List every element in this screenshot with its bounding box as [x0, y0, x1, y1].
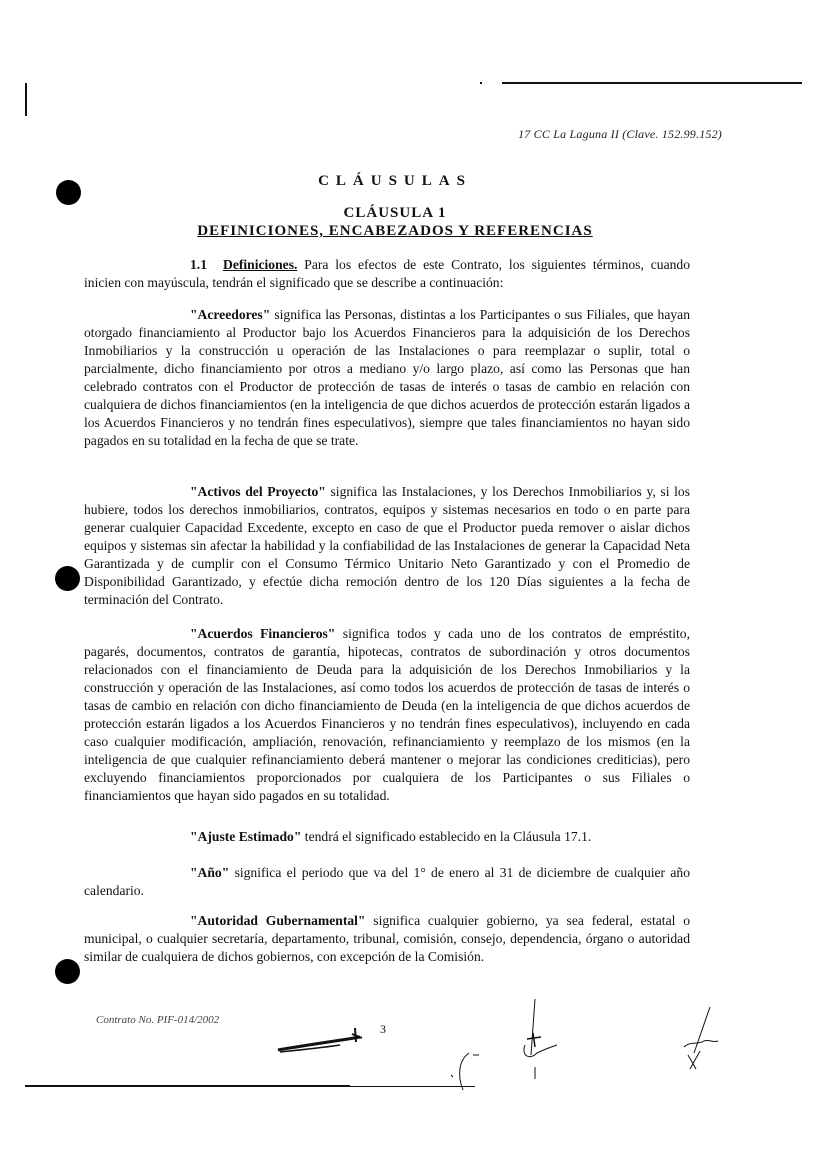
- clause-subtitle: DEFINICIONES, ENCABEZADOS Y REFERENCIAS: [197, 223, 593, 239]
- definition-paragraph: [84, 625, 690, 805]
- footer-rule: [25, 1085, 350, 1087]
- clause-title: CLÁUSULA 1: [343, 205, 447, 221]
- margin-mark: [25, 83, 27, 116]
- definition-text: significa todos y cada uno de los contratos de empréstito, pagarés, documentos, contratos de garantía, hipotecas, contratos de subordinación y otros documentos relacionados con el financiamiento de Deuda para la adquisición de los Derechos Inmobiliarios y la construcción y operación de las Instalaciones, así como todos los acuerdos de protección de tasas de interés o tasas de cambio en relación con dicho financiamiento de Deuda (en la inteligencia de que dichos acuerdos de protección estarán ligados a los Acuerdos Financieros y no tendrán fines especulativos), incluyendo en cada caso cualquier modificación, ampliación, renovación, refinanciamiento y reemplazo de los mismos (en la inteligencia de que cualquier refinanciamiento deberá mantener o mejorar las condiciones crediticias), pero excluyendo financiamientos proporcionados por cualquiera de los Participantes o sus Filiales o financiamientos que hayan sido pagados en su totalidad.: [84, 626, 690, 803]
- definition-term: "Ajuste Estimado": [190, 829, 302, 844]
- initials-icon: [515, 995, 575, 1085]
- punch-hole-icon: [55, 566, 80, 591]
- definition-text: significa las Instalaciones, y los Derechos Inmobiliarios y, si los hubiere, todos los derechos inmobiliarios, contratos, equipos y sistemas necesarios en todo o en parte para generar cualquier Capacidad Excedente, excepto en caso de que el Productor pueda remover o aislar dichos equipos y sistemas sin afectar la habilidad y la confiabilidad de las Instalaciones de generar la Capacidad Neta Garantizada y de cumplir con el Consumo Térmico Unitario Neto Garantizado y con el Promedio de Disponibilidad Garantizado, y efectúe dicha remoción dentro de los 120 Días siguientes a la fecha de terminación del Contrato.: [84, 484, 690, 607]
- footer-contract-reference: Contrato No. PIF-014/2002: [96, 1014, 220, 1026]
- header-reference: 17 CC La Laguna II (Clave. 152.99.152): [518, 127, 722, 141]
- definition-paragraph: [84, 912, 690, 966]
- definition-text: significa cualquier gobierno, ya sea federal, estatal o municipal, o cualquier secretaría, departamento, tribunal, comisión, consejo, dependencia, órgano o autoridad similar de cualquiera de dichos gobiernos, con excepción de la Comisión.: [84, 913, 690, 964]
- footer-rule-thin: [350, 1086, 475, 1087]
- definition-paragraph: [84, 828, 690, 846]
- intro-paragraph: [84, 256, 690, 292]
- section-number: 1.1: [190, 257, 207, 272]
- header-rule-gap: [482, 82, 502, 84]
- definition-paragraph: [84, 483, 690, 609]
- definition-paragraph: [84, 864, 690, 900]
- punch-hole-icon: [55, 959, 80, 984]
- definition-text: tendrá el significado establecido en la Cláusula 17.1.: [301, 829, 592, 844]
- initials-icon: [670, 1005, 730, 1075]
- definition-term: "Acreedores": [190, 307, 271, 322]
- intro-text: Para los efectos de este Contrato, los siguientes términos, cuando inicien con mayúscula, tendrán el significado que se describe a continuación:: [84, 257, 690, 290]
- document-title: CLÁUSULAS: [318, 173, 472, 189]
- definition-term: "Acuerdos Financieros": [190, 626, 336, 641]
- definition-text: significa las Personas, distintas a los Participantes o sus Filiales, que hayan otorgado financiamiento al Productor bajo los Acuerdos Financieros para la adquisición de los Derechos Inmobiliarios y la construcción u operación de las Instalaciones o para reemplazar o suplir, total o parcialmente, dicho financiamiento por otros a mediano y/o largo plazo, así como las Personas que han celebrado contratos con el Productor de protección de tasas de interés o tasas de cambio en relación con cualquiera de dichos financiamientos (en la inteligencia de que dichos acuerdos de protección estarán ligados a los Acuerdos Financieros y no tendrán fines especulativos), siempre que tales financiamientos no hayan sido pagados en su totalidad en la fecha de que se trate.: [84, 307, 690, 448]
- definition-term: "Activos del Proyecto": [190, 484, 326, 499]
- section-heading: Definiciones.: [223, 257, 298, 272]
- header-rule: [480, 82, 802, 84]
- definition-paragraph: [84, 306, 690, 450]
- page-number: 3: [380, 1022, 386, 1036]
- definition-text: significa el periodo que va del 1° de enero al 31 de diciembre de cualquier año calendario.: [84, 865, 690, 898]
- definition-term: "Autoridad Gubernamental": [190, 913, 366, 928]
- definition-term: "Año": [190, 865, 230, 880]
- signature-icon: [270, 1020, 370, 1060]
